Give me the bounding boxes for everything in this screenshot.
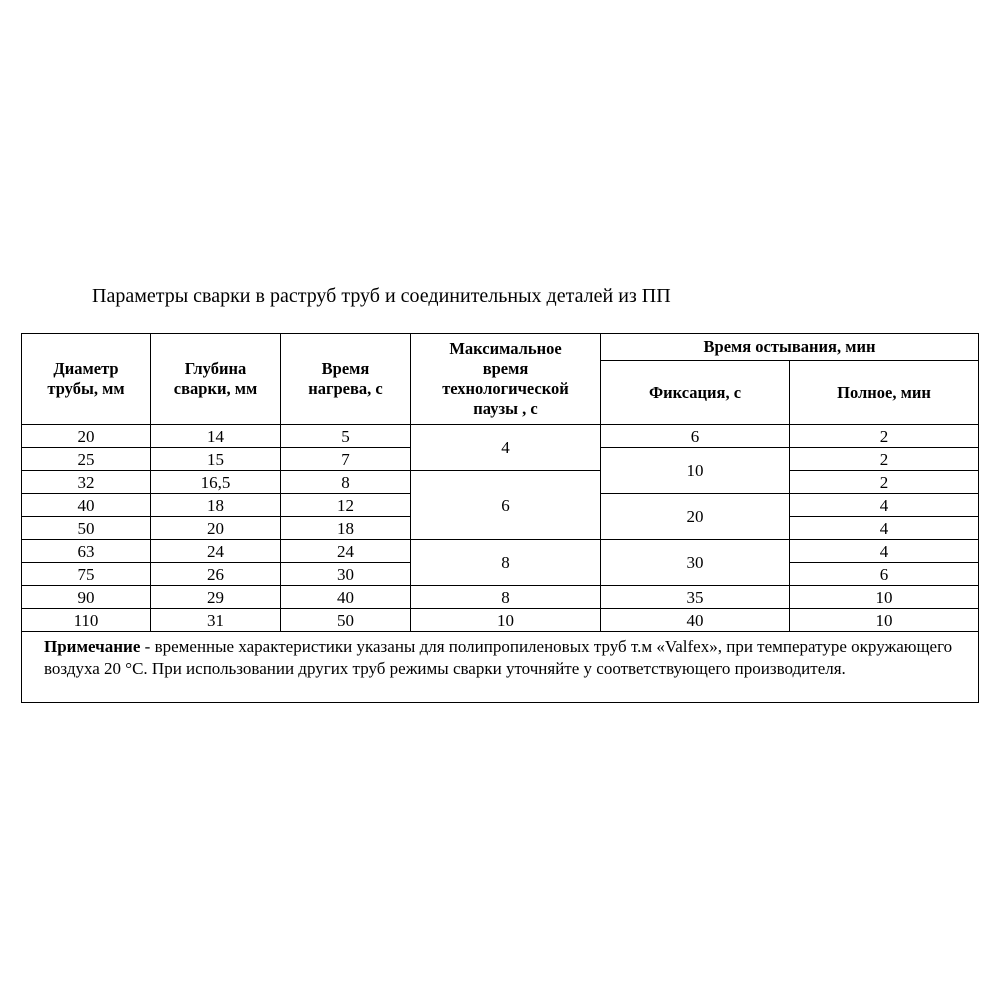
cell-full: 2 (790, 448, 979, 471)
table-row (22, 425, 979, 448)
cell-heating: 5 (281, 425, 411, 448)
cell-heating: 40 (281, 586, 411, 609)
cell-diameter: 110 (22, 609, 151, 632)
cell-fixation: 40 (601, 609, 790, 632)
cell-depth: 15 (151, 448, 281, 471)
document-title: Параметры сварки в раструб труб и соединительных деталей из ПП (92, 285, 671, 307)
cell-depth: 29 (151, 586, 281, 609)
cell-heating: 30 (281, 563, 411, 586)
cell-heating: 12 (281, 494, 411, 517)
cell-depth: 20 (151, 517, 281, 540)
cell-diameter: 90 (22, 586, 151, 609)
cell-depth: 14 (151, 425, 281, 448)
header-heating-time: Время нагрева, с (281, 334, 411, 425)
cell-diameter: 63 (22, 540, 151, 563)
cell-full: 4 (790, 494, 979, 517)
cell-depth: 31 (151, 609, 281, 632)
cell-depth: 18 (151, 494, 281, 517)
note-cell (22, 632, 979, 703)
header-depth: Глубина сварки, мм (151, 334, 281, 425)
cell-diameter: 20 (22, 425, 151, 448)
cell-full: 2 (790, 471, 979, 494)
cell-diameter: 25 (22, 448, 151, 471)
cell-pause: 6 (411, 471, 601, 540)
header-diameter: Диаметр трубы, мм (22, 334, 151, 425)
cell-pause: 4 (411, 425, 601, 471)
cell-heating: 8 (281, 471, 411, 494)
cell-diameter: 75 (22, 563, 151, 586)
cell-pause: 8 (411, 586, 601, 609)
cell-full: 10 (790, 586, 979, 609)
cell-heating: 7 (281, 448, 411, 471)
cell-full: 4 (790, 540, 979, 563)
cell-diameter: 50 (22, 517, 151, 540)
cell-fixation: 35 (601, 586, 790, 609)
cell-depth: 24 (151, 540, 281, 563)
header-cooling-time: Время остывания, мин (601, 334, 979, 361)
note-text: - временные характеристики указаны для полипропиленовых труб т.м «Valfex», при температуре окружающего воздуха 20 °С. При использовании других труб режимы сварки уточняйте у соответствующего производителя. (44, 637, 953, 678)
cell-full: 6 (790, 563, 979, 586)
table-row (22, 586, 979, 609)
table-row (22, 609, 979, 632)
welding-parameters-table (21, 333, 979, 703)
note-label: Примечание (44, 637, 141, 656)
table-row (22, 471, 979, 494)
cell-depth: 26 (151, 563, 281, 586)
cell-heating: 50 (281, 609, 411, 632)
cell-diameter: 40 (22, 494, 151, 517)
cell-depth: 16,5 (151, 471, 281, 494)
cell-heating: 24 (281, 540, 411, 563)
cell-pause: 8 (411, 540, 601, 586)
cell-full: 10 (790, 609, 979, 632)
header-full: Полное, мин (790, 361, 979, 425)
cell-full: 4 (790, 517, 979, 540)
header-max-pause: Максимальное время технологической паузы , с (411, 334, 601, 425)
note-row (22, 632, 979, 703)
cell-fixation: 10 (601, 448, 790, 494)
cell-fixation: 6 (601, 425, 790, 448)
table-row (22, 540, 979, 563)
cell-pause: 10 (411, 609, 601, 632)
cell-diameter: 32 (22, 471, 151, 494)
cell-heating: 18 (281, 517, 411, 540)
cell-full: 2 (790, 425, 979, 448)
header-row (22, 334, 979, 361)
cell-fixation: 30 (601, 540, 790, 586)
header-fixation: Фиксация, с (601, 361, 790, 425)
cell-fixation: 20 (601, 494, 790, 540)
